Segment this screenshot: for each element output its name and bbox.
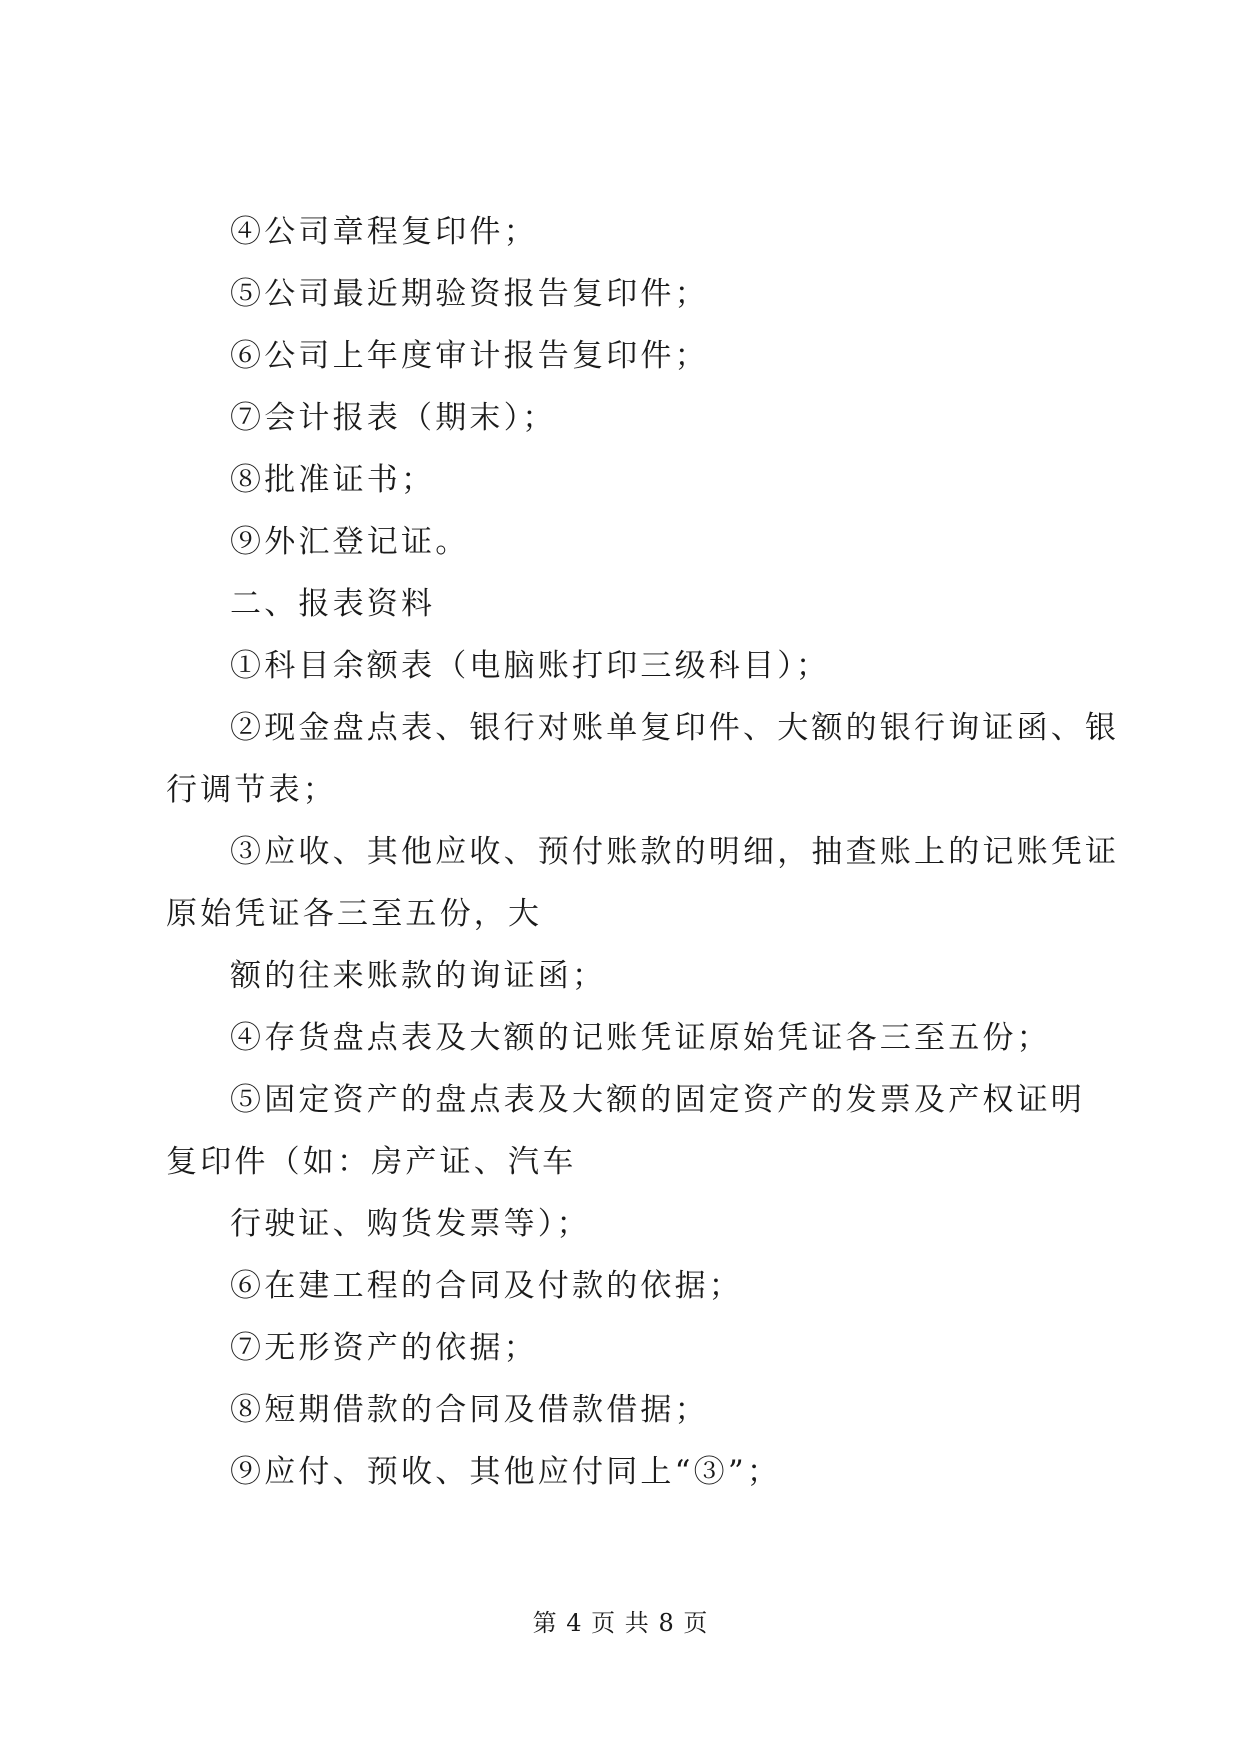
text-line: ④公司章程复印件； <box>230 214 538 250</box>
text-line: 额的往来账款的询证函； <box>230 958 607 994</box>
section-heading: 二、报表资料 <box>230 586 436 622</box>
text-line: ①科目余额表（电脑账打印三级科目）； <box>230 648 831 684</box>
text-line: ⑥公司上年度审计报告复印件； <box>230 338 709 374</box>
text-line: ⑨应付、预收、其他应付同上“③”； <box>230 1454 782 1490</box>
text-line: 复印件（如：房产证、汽车 <box>166 1144 577 1180</box>
text-line: 原始凭证各三至五份，大 <box>166 896 543 932</box>
text-line: ⑦无形资产的依据； <box>230 1330 538 1366</box>
text-line: ⑦会计报表（期末）； <box>230 400 557 436</box>
text-line: ⑧短期借款的合同及借款借据； <box>230 1392 709 1428</box>
text-line: ⑨外汇登记证。 <box>230 524 470 560</box>
text-line: ⑧批准证书； <box>230 462 436 498</box>
text-line: ⑤固定资产的盘点表及大额的固定资产的发票及产权证明 <box>230 1082 1085 1118</box>
text-line: ③应收、其他应收、预付账款的明细，抽查账上的记账凭证 <box>230 834 1120 870</box>
text-line: 行调节表； <box>166 772 337 808</box>
text-line: ④存货盘点表及大额的记账凭证原始凭证各三至五份； <box>230 1020 1051 1056</box>
text-line: 行驶证、购货发票等）； <box>230 1206 591 1242</box>
text-line: ②现金盘点表、银行对账单复印件、大额的银行询证函、银 <box>230 710 1120 746</box>
text-line: ⑤公司最近期验资报告复印件； <box>230 276 709 312</box>
page-number-footer: 第 4 页 共 8 页 <box>532 1609 709 1637</box>
text-line: ⑥在建工程的合同及付款的依据； <box>230 1268 743 1304</box>
